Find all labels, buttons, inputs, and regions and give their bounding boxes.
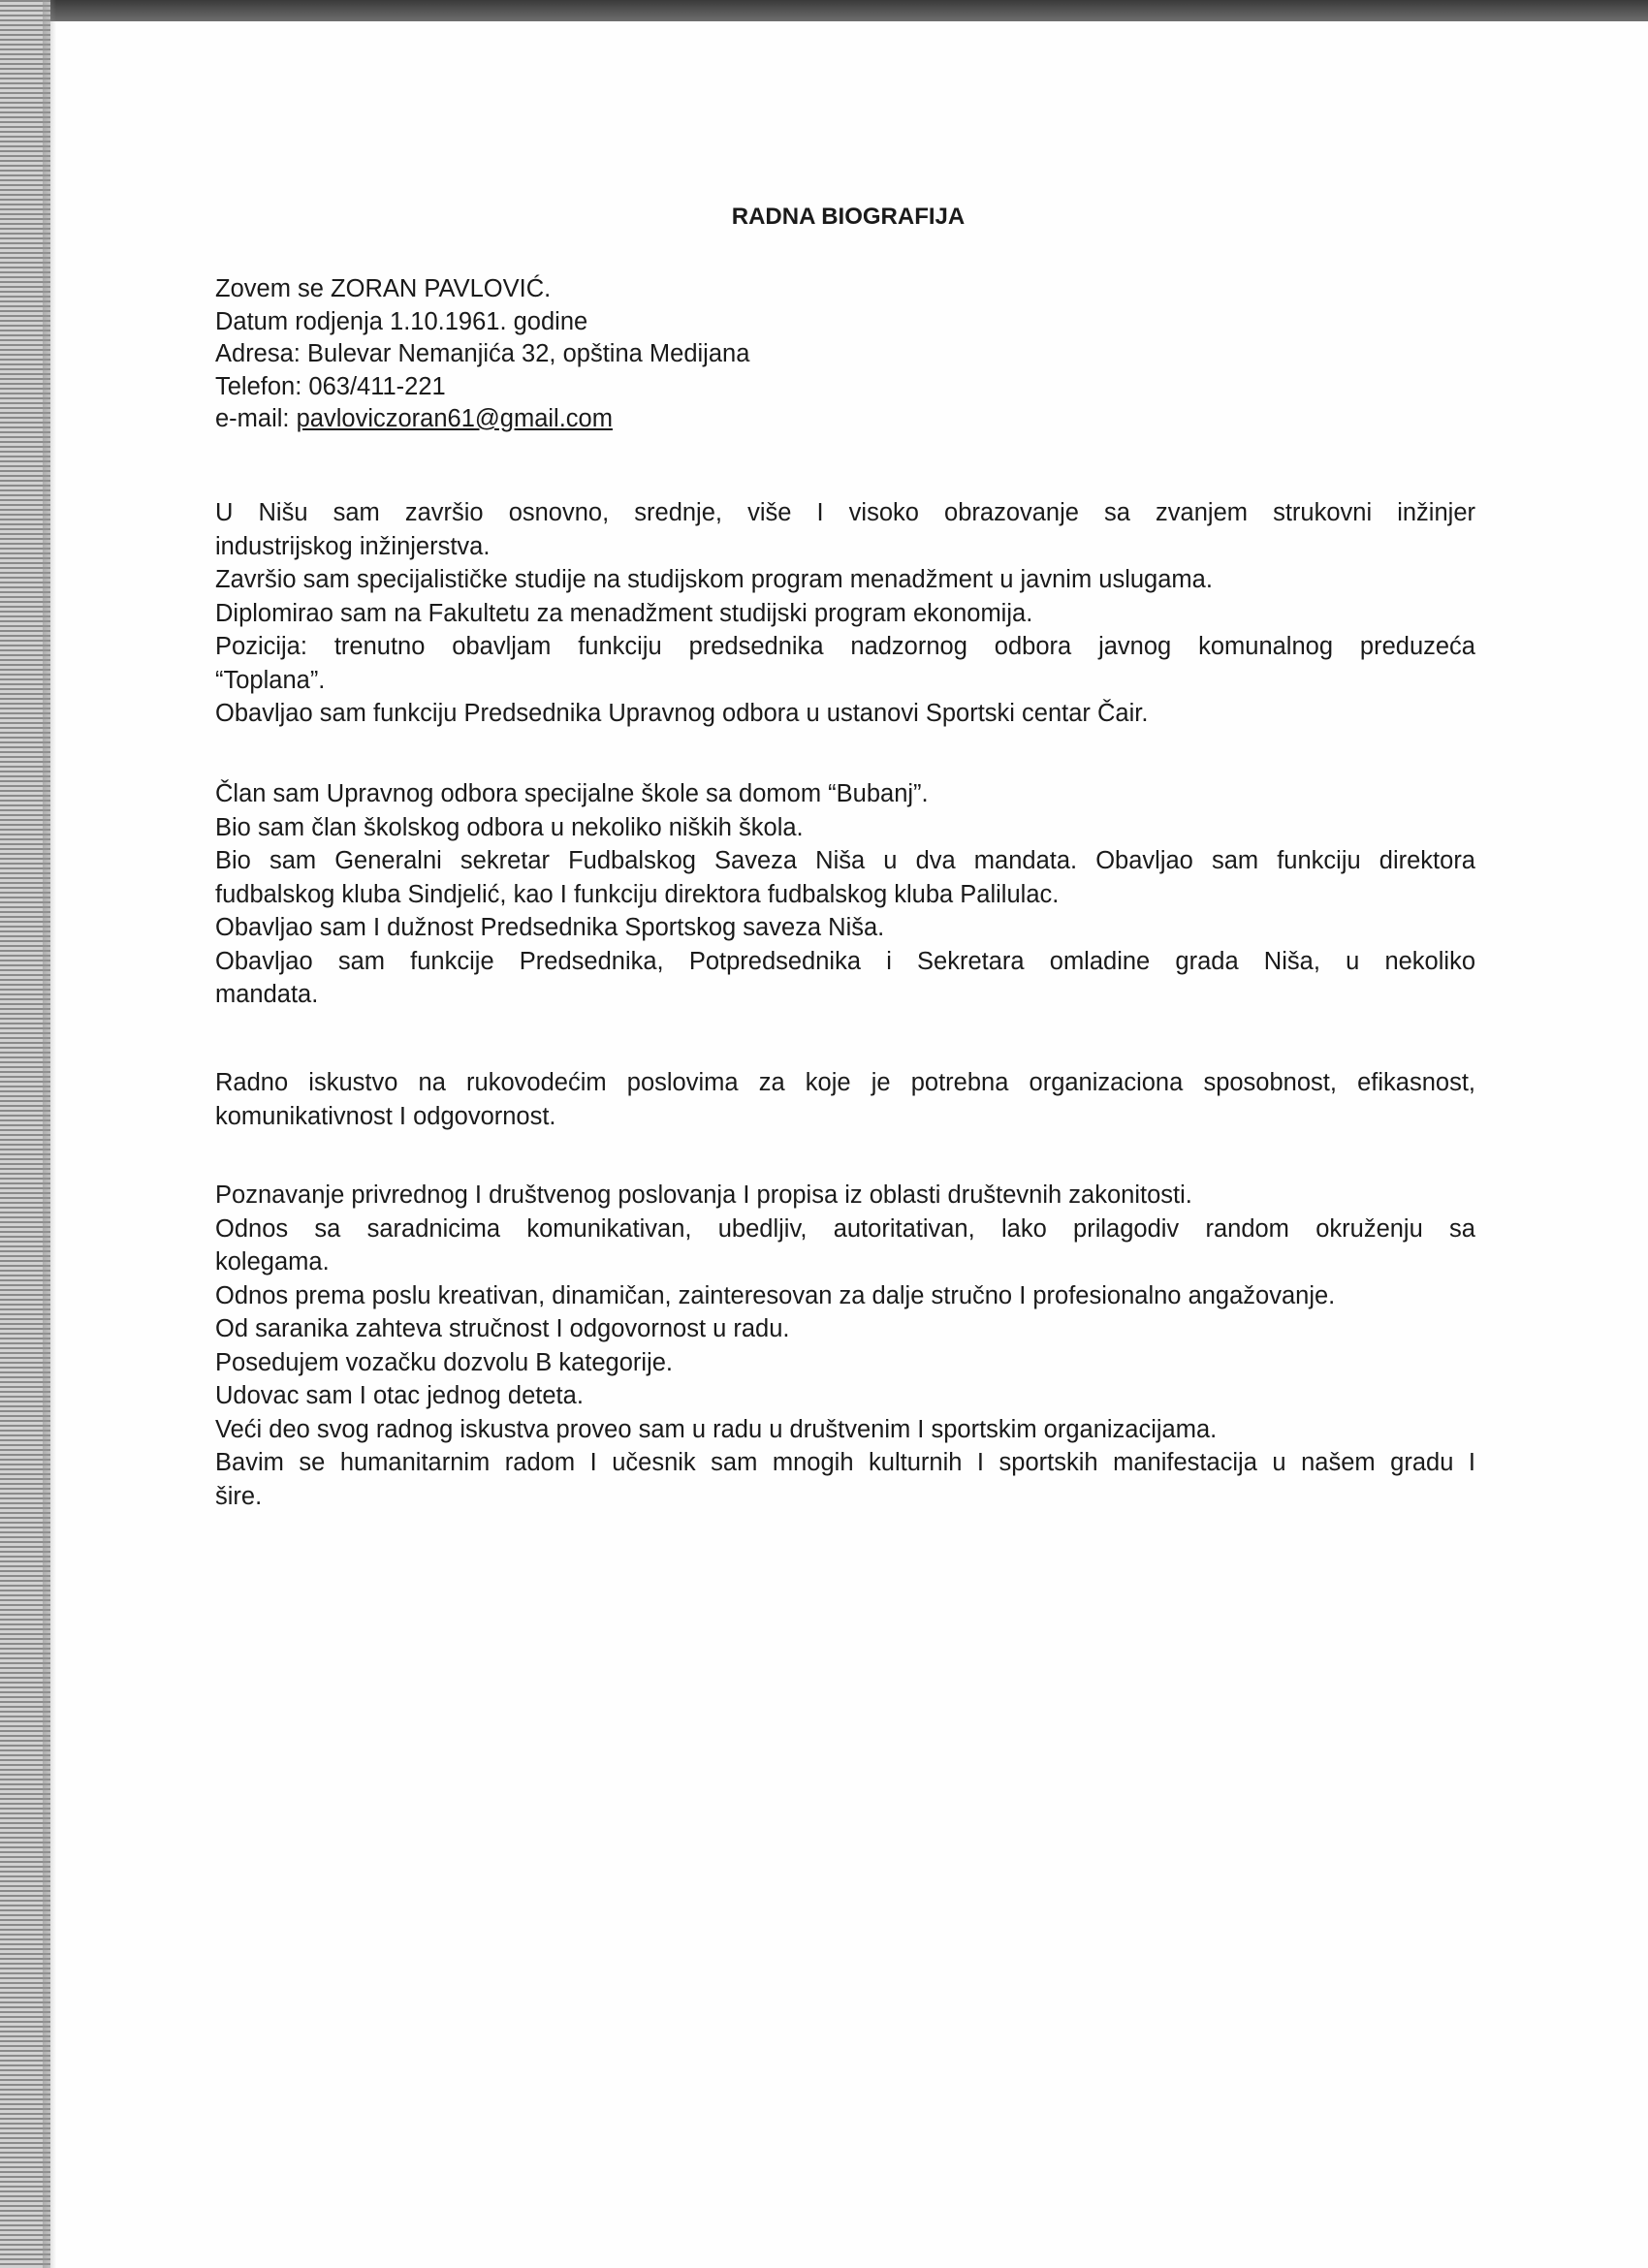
paragraph-line: industrijskog inžinjerstva. bbox=[215, 532, 491, 560]
document-title: RADNA BIOGRAFIJA bbox=[731, 204, 966, 230]
paragraph-line: Bio sam član školskog odbora u nekoliko niških škola. bbox=[215, 813, 804, 841]
contact-block bbox=[215, 273, 1475, 436]
paragraph-line: Završio sam specijalističke studije na studijskom program menadžment u javnim uslugama. bbox=[215, 566, 1213, 593]
paragraph-line: U Nišu sam završio osnovno, srednje, više I visoko obrazovanje sa zvanjem strukovni inžinjer bbox=[215, 499, 1475, 526]
paragraph-line: kolegama. bbox=[215, 1248, 330, 1276]
memberships-section bbox=[215, 777, 1475, 1012]
experience-section bbox=[215, 1066, 1475, 1133]
qualities-section bbox=[215, 1179, 1475, 1513]
email-line bbox=[215, 403, 1475, 436]
paragraph-line: mandata. bbox=[215, 981, 319, 1008]
paragraph-line: Radno iskustvo na rukovodećim poslovima za koje je potrebna organizaciona sposobnost, efikasnost, bbox=[215, 1069, 1475, 1096]
paragraph-line: Bavim se humanitarnim radom I učesnik sam mnogih kulturnih I sportskih manifestacija u našem gradu I bbox=[215, 1449, 1475, 1476]
paragraph-line: komunikativnost I odgovornost. bbox=[215, 1102, 556, 1130]
paragraph-line: Diplomirao sam na Fakultetu za menadžment studijski program ekonomija. bbox=[215, 599, 1033, 627]
paragraph-line: Obavljao sam funkcije Predsednika, Potpredsednika i Sekretara omladine grada Niša, u nekoliko bbox=[215, 947, 1475, 975]
paragraph-line: Član sam Upravnog odbora specijalne škole sa domom “Bubanj”. bbox=[215, 780, 929, 807]
paragraph-line: Obavljao sam I dužnost Predsednika Sportskog saveza Niša. bbox=[215, 914, 885, 941]
email-label: e-mail: bbox=[215, 405, 297, 432]
email-link[interactable]: pavloviczoran61@gmail.com bbox=[296, 405, 613, 432]
paragraph-line: “Toplana”. bbox=[215, 666, 326, 694]
paragraph-line: šire. bbox=[215, 1482, 263, 1510]
paragraph-line: Udovac sam I otac jednog deteta. bbox=[215, 1382, 584, 1409]
address-line: Adresa: Bulevar Nemanjića 32, opština Medijana bbox=[215, 340, 750, 367]
paragraph-line: Poznavanje privrednog I društvenog poslovanja I propisa iz oblasti društevnih zakonitosti. bbox=[215, 1181, 1192, 1209]
education-section bbox=[215, 496, 1475, 731]
paragraph-line: Odnos sa saradnicima komunikativan, ubedljiv, autoritativan, lako prilagodiv random okruženju sa bbox=[215, 1214, 1475, 1243]
name-line: Zovem se ZORAN PAVLOVIĆ. bbox=[215, 275, 552, 302]
scanner-top-edge bbox=[0, 0, 1648, 21]
paragraph-line: Obavljao sam funkciju Predsednika Upravnog odbora u ustanovi Sportski centar Čair. bbox=[215, 700, 1149, 727]
paragraph-line: Veći deo svog radnog iskustva proveo sam u radu u društvenim I sportskim organizacijama. bbox=[215, 1415, 1218, 1443]
scanner-edge-shadow bbox=[43, 0, 56, 2268]
birthdate-line: Datum rodjenja 1.10.1961. godine bbox=[215, 307, 588, 335]
paragraph-line: Odnos prema poslu kreativan, dinamičan, zainteresovan za dalje stručno I profesionalno angažovanje. bbox=[215, 1281, 1336, 1309]
paragraph-line: Od saranika zahteva stručnost I odgovornost u radu. bbox=[215, 1315, 790, 1342]
paragraph-line: Posedujem vozačku dozvolu B kategorije. bbox=[215, 1348, 674, 1376]
paragraph-line: Bio sam Generalni sekretar Fudbalskog Saveza Niša u dva mandata. Obavljao sam funkciju direktora bbox=[215, 847, 1475, 874]
paragraph-line: fudbalskog kluba Sindjelić, kao I funkciju direktora fudbalskog kluba Palilulac. bbox=[215, 880, 1060, 908]
phone-line: Telefon: 063/411-221 bbox=[215, 372, 446, 400]
paragraph-line: Pozicija: trenutno obavljam funkciju predsednika nadzornog odbora javnog komunalnog preduzeća bbox=[215, 633, 1475, 660]
